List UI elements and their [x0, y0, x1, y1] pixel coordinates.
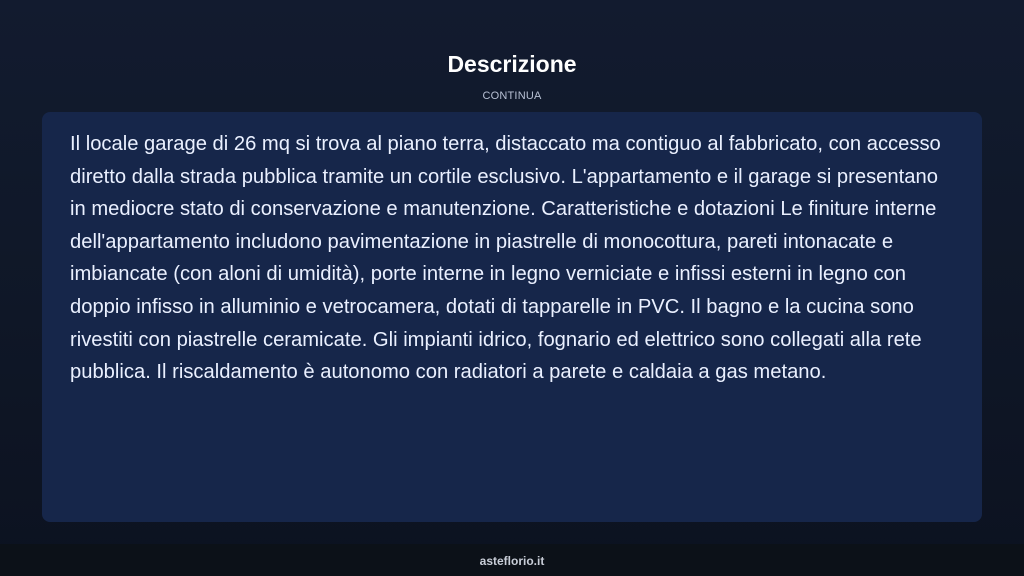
- footer-site-name: asteflorio.it: [479, 554, 545, 568]
- description-text: Il locale garage di 26 mq si trova al piano terra, distaccato ma contiguo al fabbricato, con accesso diretto dalla strada pubblica tramite un cortile esclusivo. L'appartamento e il garage si presentano in mediocre stato di conservazione e manutenzione. Caratteristiche e dotazioni Le finiture interne dell'appartamento includono pavimentazione in piastrelle di monocottura, pareti intonacate e imbiancate (con aloni di umidità), porte interne in legno verniciate e infissi esterni in legno con doppio infisso in alluminio e vetrocamera, dotati di tapparelle in PVC. Il bagno e la cucina sono rivestiti con piastrelle ceramicate. Gli impianti idrico, fognario ed elettrico sono collegati alla rete pubblica. Il riscaldamento è autonomo con radiatori a parete e caldaia a gas metano.: [70, 133, 941, 384]
- page-title: Descrizione: [447, 51, 577, 77]
- footer-bar: [0, 544, 1024, 576]
- continuation-label: CONTINUA: [482, 90, 542, 102]
- description-card: [42, 112, 982, 522]
